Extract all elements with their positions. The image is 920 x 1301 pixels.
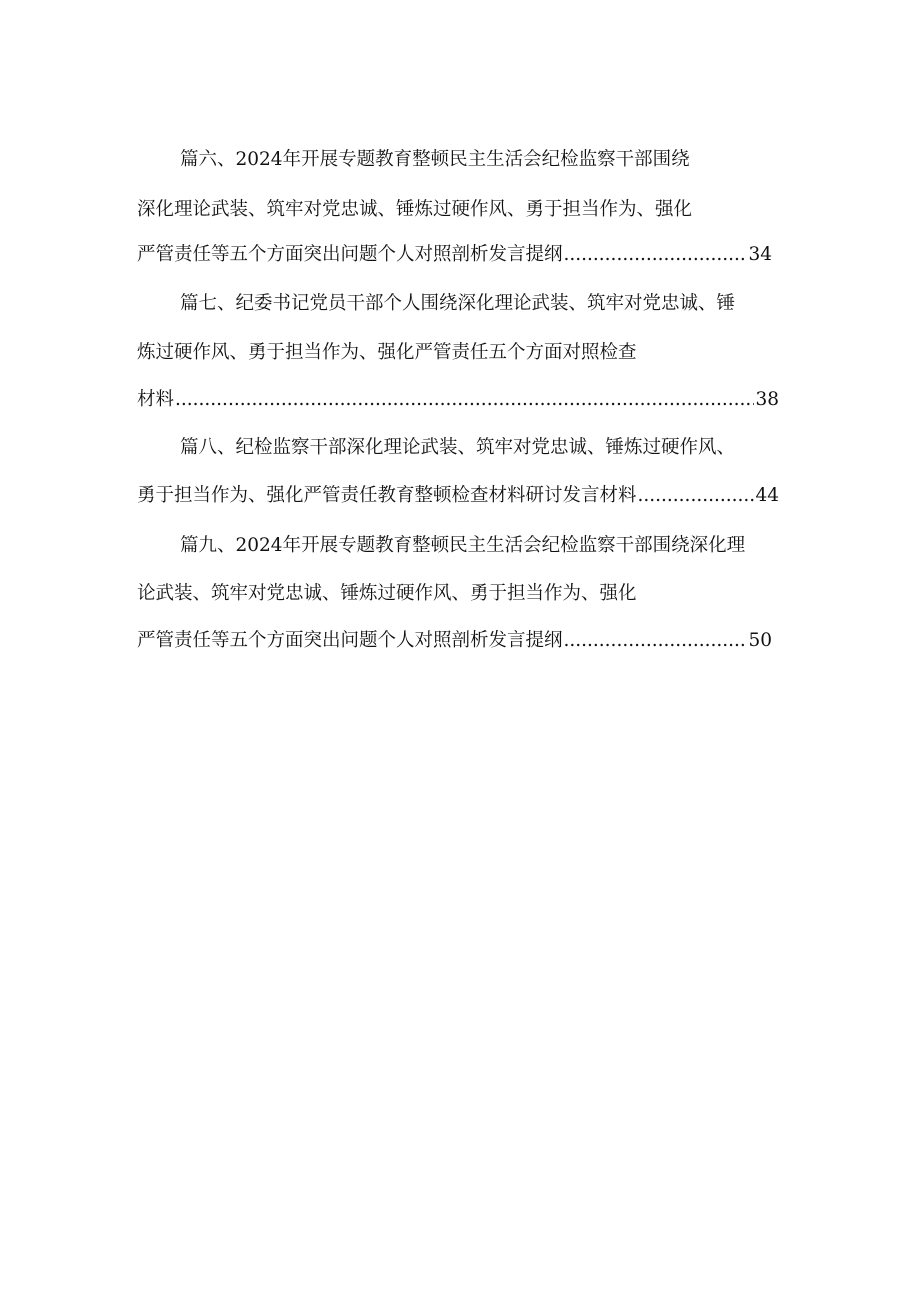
toc-entry-7-line-1: 篇七、纪委书记党员干部个人围绕深化理论武装、筑牢对党忠诚、锤 <box>180 293 736 314</box>
toc-entry-6-last-line[interactable] <box>137 241 772 269</box>
toc-entry-9-last-line[interactable] <box>137 627 772 655</box>
toc-leader-dots <box>564 241 748 269</box>
toc-entry-8-page-number: 44 <box>755 485 779 506</box>
toc-entry-6-line-2: 深化理论武装、筑牢对党忠诚、锤炼过硬作风、勇于担当作为、强化 <box>137 199 693 220</box>
toc-entry-6-page-number: 34 <box>748 244 772 265</box>
toc-entry-7-page-number: 38 <box>755 389 779 410</box>
toc-entry-8-line-1: 篇八、纪检监察干部深化理论武装、筑牢对党忠诚、锤炼过硬作风、 <box>180 437 736 458</box>
toc-entry-9-page-number: 50 <box>748 630 772 651</box>
toc-entry-8-last-line[interactable] <box>137 482 779 510</box>
toc-entry-9-line-1: 篇九、2024年开展专题教育整顿民主生活会纪检监察干部围绕深化理 <box>180 535 746 556</box>
toc-entry-9-text: 严管责任等五个方面突出问题个人对照剖析发言提纲 <box>137 630 563 651</box>
toc-entry-9-line-2: 论武装、筑牢对党忠诚、锤炼过硬作风、勇于担当作为、强化 <box>137 583 637 604</box>
toc-entry-8-text: 勇于担当作为、强化严管责任教育整顿检查材料研讨发言材料 <box>137 485 637 506</box>
toc-entry-7-line-2: 炼过硬作风、勇于担当作为、强化严管责任五个方面对照检查 <box>137 342 637 363</box>
toc-entry-7-last-line[interactable] <box>137 386 779 414</box>
toc-entry-7-text: 材料 <box>137 389 175 410</box>
toc-leader-dots <box>175 386 754 414</box>
toc-leader-dots <box>638 482 755 510</box>
toc-entry-6-line-1: 篇六、2024年开展专题教育整顿民主生活会纪检监察干部围绕 <box>180 149 690 170</box>
toc-leader-dots <box>564 627 748 655</box>
toc-entry-6-text: 严管责任等五个方面突出问题个人对照剖析发言提纲 <box>137 244 563 265</box>
